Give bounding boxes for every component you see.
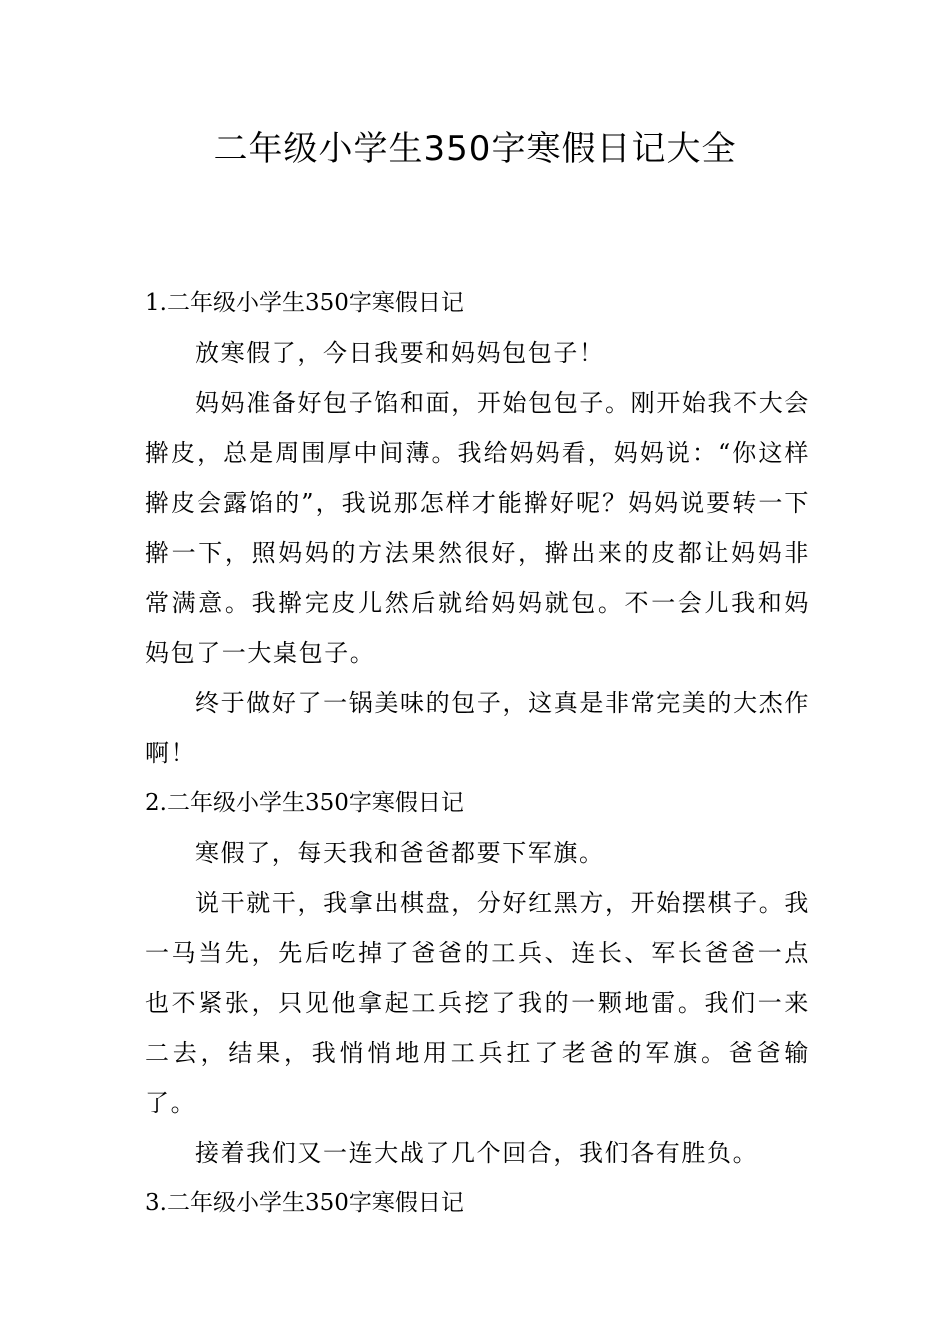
section-heading-2: 2.二年级小学生350字寒假日记 [145,790,464,816]
paragraph: 终于做好了一锅美味的包子，这真是非常完美的大杰作啊！ [145,689,810,767]
paragraph: 放寒假了，今日我要和妈妈包包子！ [195,339,605,367]
section-heading-3: 3.二年级小学生350字寒假日记 [145,1190,464,1216]
section-heading-1: 1.二年级小学生350字寒假日记 [145,290,464,316]
paragraph: 说干就干，我拿出棋盘，分好红黑方，开始摆棋子。我一马当先，先后吃掉了爸爸的工兵、连长、军长爸爸一点也不紧张，只见他拿起工兵挖了我的一颗地雷。我们一来二去，结果，我悄悄地用工兵扛了老爸的军旗。爸爸输了。 [145,889,810,1117]
paragraph: 接着我们又一连大战了几个回合，我们各有胜负。 [195,1139,759,1167]
paragraph: 妈妈准备好包子馅和面，开始包包子。刚开始我不大会擀皮，总是周围厚中间薄。我给妈妈看，妈妈说：“你这样擀皮会露馅的”，我说那怎样才能擀好呢？妈妈说要转一下擀一下，照妈妈的方法果然很好，擀出来的皮都让妈妈非常满意。我擀完皮儿然后就给妈妈就包。不一会儿我和妈妈包了一大桌包子。 [145,389,810,667]
document-title: 二年级小学生350字寒假日记大全 [213,129,737,169]
paragraph: 寒假了，每天我和爸爸都要下军旗。 [195,839,605,867]
document-body [145,278,810,1228]
